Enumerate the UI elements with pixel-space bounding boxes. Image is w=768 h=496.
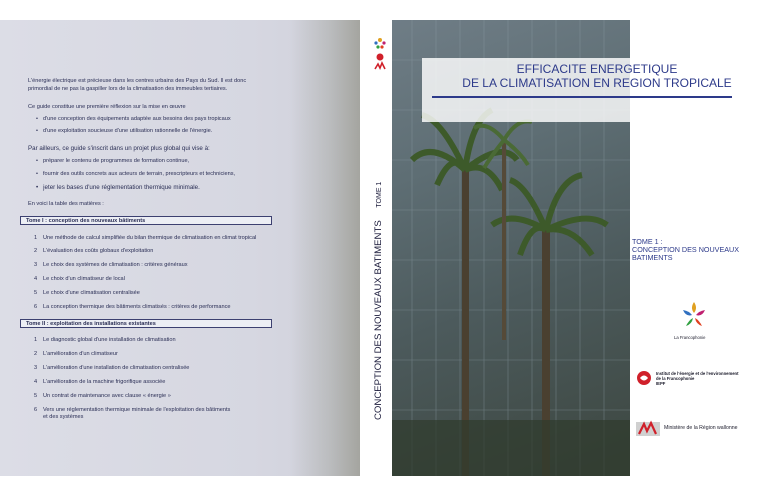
francophonie-logo-text: La Francophonie [674,335,706,340]
toc-text: Le choix d'une climatisation centralisée [43,290,140,296]
toc-num: 6 [34,407,38,413]
toc-item [34,365,189,372]
guide-bullet: • d'une exploitation soucieuse d'une utilisation rationnelle de l'énergie. [36,128,212,134]
subtitle-line-1: TOME 1 : [632,237,663,246]
title-rule [432,96,732,98]
toc-item [34,262,188,269]
spine-tome: TOME 1 [376,181,383,208]
toc-num: 4 [34,379,38,385]
toc-item [34,351,118,358]
wallonie-mini-logo [375,63,385,69]
toc-num: 1 [34,337,38,343]
project-bullet: • jeter les bases d'une réglementation thermique minimale. [36,184,200,191]
toc-num: 1 [34,235,38,241]
subtitle-line-3: BATIMENTS [632,253,673,262]
guide-intro: Ce guide constitue une première réflexion sur la mise en œuvre [28,104,186,110]
toc-text: Le choix des systèmes de climatisation : critères généraux [43,262,188,268]
toc-intro: En voici la table des matières : [28,201,104,207]
toc-text: Le diagnostic global d'une installation de climatisation [43,337,176,343]
iepf-logo-icon [636,370,652,386]
tome2-heading: Tome II : exploitation des installations existantes [20,319,272,328]
toc-item [34,393,171,400]
shrubs [392,420,630,476]
iepf-logo-text [656,372,739,386]
toc-text: La conception thermique des bâtiments climatisés : critères de performance [43,304,231,310]
wallonie-logo-text: Ministère de la Région wallonne [664,425,738,431]
toc-text: Le choix d'un climatiseur de local [43,276,125,282]
iepf-mini-logo [377,54,384,61]
project-bullet: • préparer le contenu de programmes de formation continue, [36,158,189,164]
toc-num: 2 [34,248,38,254]
toc-text: L'amélioration de la machine frigorifique associée [43,379,166,385]
spine-logos [372,34,388,74]
toc-text: L'amélioration d'une installation de climatisation centralisée [43,365,190,371]
toc-item [34,337,176,344]
toc-num: 2 [34,351,38,357]
toc-text: Un contrat de maintenance avec clause « énergie » [43,393,171,399]
toc-item [34,290,140,297]
project-intro: Par ailleurs, ce guide s'inscrit dans un projet plus global qui vise à: [28,145,210,152]
intro-line-2: primordial de ne pas la gaspiller lors de la climatisation des immeubles tertiaires. [28,86,228,92]
toc-num: 5 [34,393,38,399]
subtitle [632,238,739,262]
francophonie-logo-icon [680,300,708,332]
toc-num: 6 [34,304,38,310]
palm-tree-back [474,121,532,340]
toc-item [34,276,125,283]
toc-item [34,248,153,255]
toc-num: 5 [34,290,38,296]
toc-item [34,407,230,421]
toc-num: 4 [34,276,38,282]
front-cover [392,20,768,476]
toc-text-cont: et des systèmes [43,414,84,420]
toc-text: L'amélioration d'un climatiseur [43,351,118,357]
main-title-line-1: EFFICACITE ENERGETIQUE [516,62,678,76]
spine-title [373,160,384,420]
toc-num: 3 [34,262,38,268]
toc-item [34,304,230,311]
wallonie-logo-icon [636,420,660,438]
spine-title-text: CONCEPTION DES NOUVEAUX BATIMENTS [373,220,384,420]
iepf-line-2: de la Francophonie [656,375,695,381]
iepf-line-3: IEPF [656,380,666,386]
guide-bullet: • d'une conception des équipements adaptée aux besoins des pays tropicaux [36,116,231,122]
main-title-line-2: DE LA CLIMATISATION EN REGION TROPICALE [462,76,732,90]
toc-text: Vers une réglementation thermique minimale de l'exploitation des bâtiments [43,407,231,413]
toc-num: 3 [34,365,38,371]
francophonie-mini-logo [374,38,385,49]
main-title [432,62,762,90]
toc-text: Une méthode de calcul simplifiée du bilan thermique de climatisation en climat tropical [43,235,257,241]
back-cover-photo-fade [290,20,360,476]
toc-item [34,379,165,386]
project-bullet: • fournir des outils concrets aux acteurs de terrain, prescripteurs et techniciens, [36,171,235,177]
toc-text: L'évaluation des coûts globaux d'exploitation [43,248,154,254]
toc-item [34,235,256,242]
tome1-heading: Tome I : conception des nouveaux bâtiments [20,216,272,225]
iepf-line-1: Institut de l'énergie et de l'environnement [656,371,739,376]
back-cover [0,20,360,476]
intro-line-1: L'énergie électrique est précieuse dans les centres urbains des Pays du Sud. Il est donc [28,78,247,84]
subtitle-line-2: CONCEPTION DES NOUVEAUX [632,245,740,254]
